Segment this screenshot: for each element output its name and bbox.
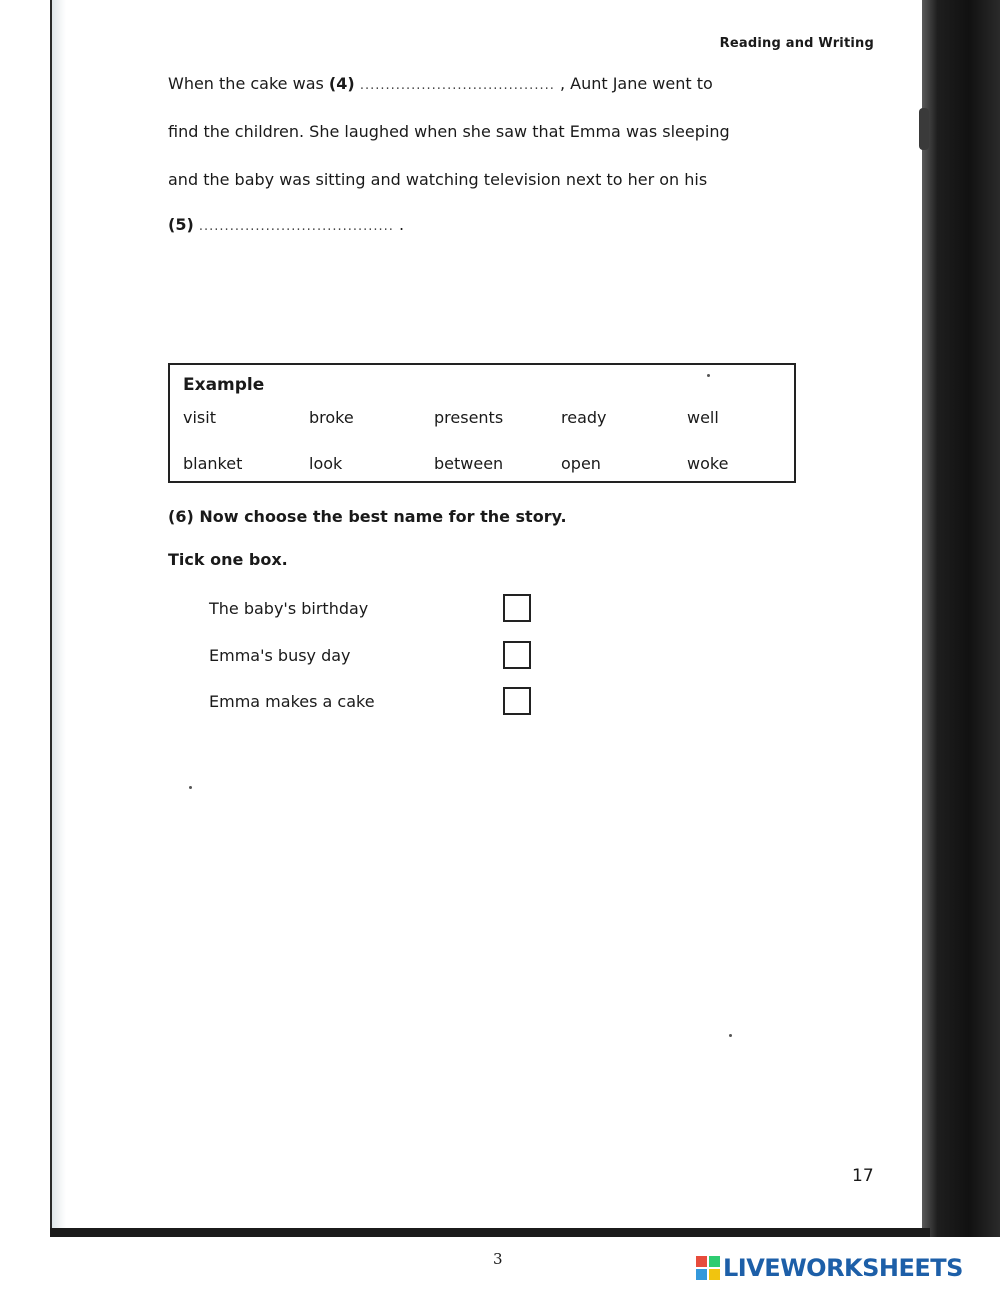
page-number: 17: [852, 1166, 874, 1186]
story-text: .: [393, 215, 405, 234]
story-line-4: [168, 215, 404, 234]
answer-blank-4[interactable]: ......................................: [354, 78, 555, 93]
word-item: open: [561, 454, 601, 473]
scan-page-number: 3: [493, 1250, 503, 1268]
word-item: between: [434, 454, 504, 473]
word-bank: [168, 363, 796, 483]
gap-number-5: (5): [168, 215, 194, 234]
page-right-border: [922, 0, 1000, 1237]
page-left-shadow: [52, 0, 66, 1237]
story-text: , Aunt Jane went to: [554, 74, 713, 93]
option-label-1: The baby's birthday: [209, 599, 369, 618]
page-bottom-border: [50, 1228, 930, 1237]
word-item: blanket: [183, 454, 243, 473]
tick-box-1[interactable]: [503, 594, 531, 622]
scan-speck: [729, 1034, 732, 1037]
story-line-1: [168, 74, 713, 93]
word-item: well: [687, 408, 719, 427]
liveworksheets-logo-text: LIVEWORKSHEETS: [723, 1254, 963, 1282]
word-bank-title: Example: [183, 375, 265, 395]
answer-blank-5[interactable]: ......................................: [193, 219, 394, 234]
tick-box-2[interactable]: [503, 641, 531, 669]
question-heading: (6) Now choose the best name for the story.: [168, 507, 567, 526]
option-label-3: Emma makes a cake: [209, 692, 375, 711]
word-item: woke: [687, 454, 729, 473]
question-instruction: Tick one box.: [168, 550, 288, 569]
scan-speck: [189, 786, 192, 789]
word-item: visit: [183, 408, 216, 427]
word-item: ready: [561, 408, 607, 427]
tick-box-3[interactable]: [503, 687, 531, 715]
word-item: presents: [434, 408, 504, 427]
word-item: look: [309, 454, 343, 473]
word-item: broke: [309, 408, 354, 427]
story-line-3: and the baby was sitting and watching television next to her on his: [168, 170, 708, 189]
story-line-2: find the children. She laughed when she saw that Emma was sleeping: [168, 122, 730, 141]
scan-speck: [707, 374, 710, 377]
binding-notch: [919, 108, 929, 150]
gap-number-4: (4): [328, 74, 355, 93]
story-text: When the cake was: [168, 74, 329, 93]
option-label-2: Emma's busy day: [209, 646, 351, 665]
liveworksheets-logo-icon: [696, 1256, 720, 1280]
section-title: Reading and Writing: [719, 36, 874, 51]
